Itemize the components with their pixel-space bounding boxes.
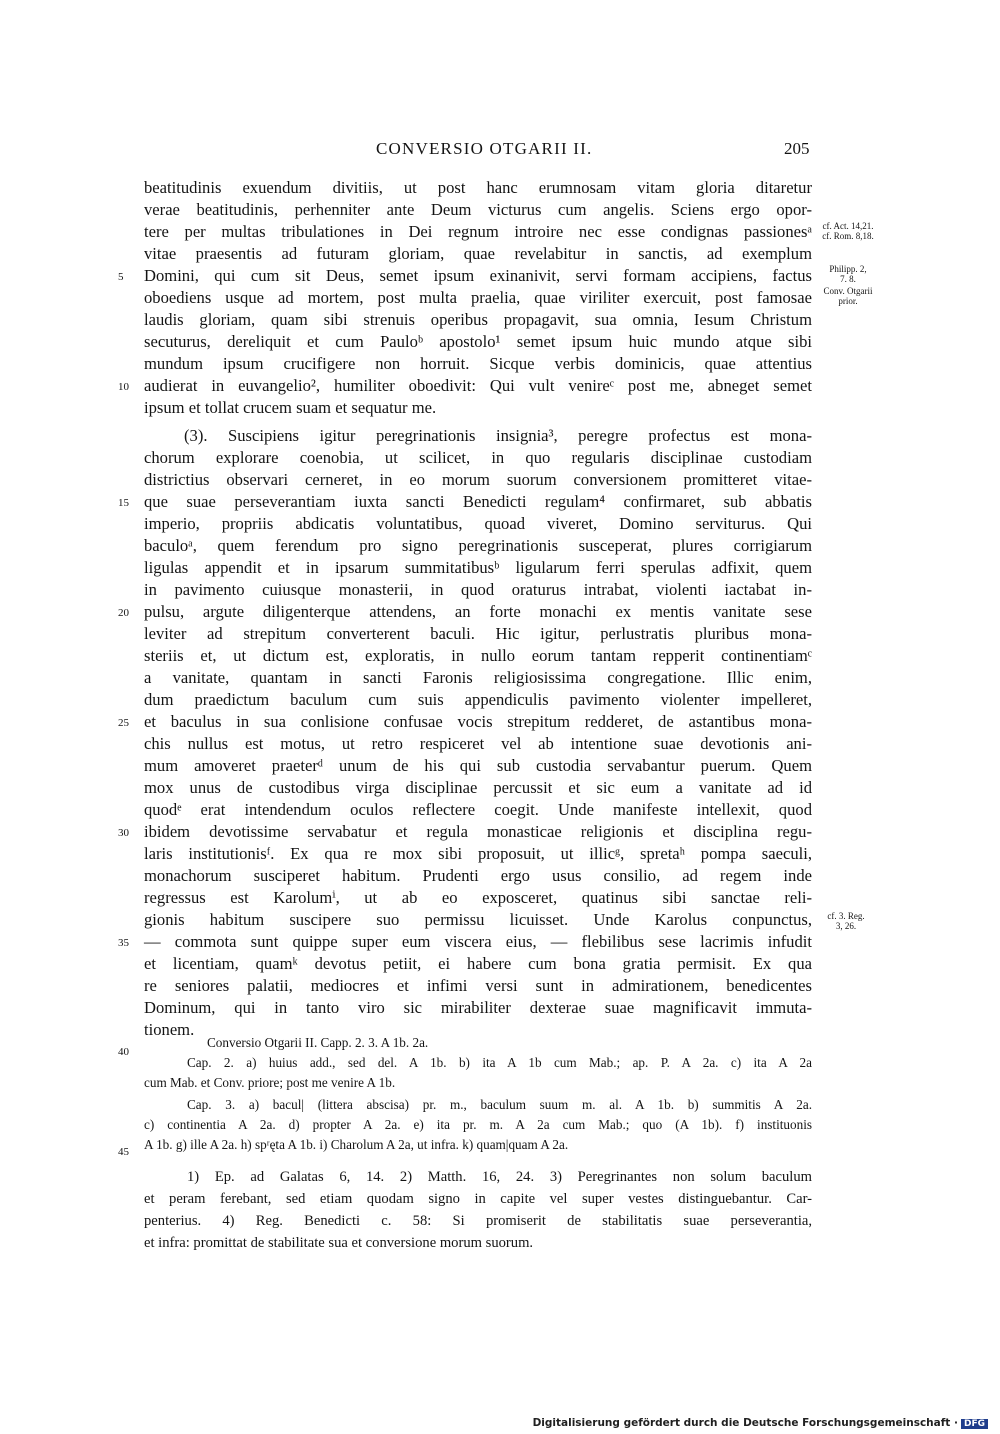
running-header [0, 139, 1000, 169]
line-number: 30 [118, 827, 129, 839]
text-line: in pavimento cuiusque monasterii, in quod oraturus intrabat, violenti iactabat in- [144, 580, 812, 599]
text-line: pulsu, argute diligenterque attendens, an forte monachi ex mentis vanitate sese [144, 602, 812, 621]
text-line: et licentiam, quamᵏ devotus petiit, ei habere cum bona gratia permisit. Ex qua [144, 954, 812, 973]
text-line: vitae praesentis ad futuram gloriam, quae revelabitur in sanctis, ad exemplum [144, 244, 812, 263]
apparatus-line: A 1b. g) ille A 2a. h) spʳęta A 1b. i) Charolum A 2a, ut infra. k) quam|quam A 2a. [144, 1137, 569, 1152]
footnote-line: 1) Ep. ad Galatas 6, 14. 2) Matth. 16, 24. 3) Peregrinantes non solum baculum [187, 1169, 812, 1185]
text-line: laris institutionisᶠ. Ex qua re mox sibi proposuit, ut illicᵍ, spretaʰ pompa saeculi, [144, 844, 812, 863]
text-line: a vanitate, quantam in sancti Faronis religiosissima congregatione. Illic enim, [144, 668, 812, 687]
line-number: 25 [118, 717, 129, 729]
line-number: 20 [118, 607, 129, 619]
text-line: Dominum, qui in tanto viro sic mirabiliter dexterae suae magnificavit immuta- [144, 998, 812, 1017]
apparatus-line: cum Mab. et Conv. priore; post me venire A 1b. [144, 1075, 396, 1090]
text-line: mum amoveret praeterᵈ unum de his qui sub custodia servabantur puerum. Quem [144, 756, 812, 775]
apparatus-line: Cap. 3. a) bacul| (littera abscisa) pr. m., baculum suum m. al. A 1b. b) summitis A 2a. [187, 1097, 812, 1112]
marginal-note: Conv. Otgarii prior. [823, 286, 873, 306]
text-line: imperio, propriis abdicatis voluntatibus, quoad viveret, Domino serviturus. Qui [144, 514, 812, 533]
marginal-note: cf. 3. Reg. 3, 26. [827, 911, 865, 931]
text-line: leviter ad strepitum converterent baculi. Hic igitur, perlustratis pluribus mona- [144, 624, 812, 643]
marginal-note: cf. Act. 14,21. cf. Rom. 8,18. [822, 221, 874, 241]
text-line: — commota sunt quippe super eum viscera eius, — flebilibus sese lacrimis infudit [144, 932, 812, 951]
text-line: Domini, qui cum sit Deus, semet ipsum exinanivit, servi formam accipiens, factus [144, 266, 812, 285]
text-line: chis nullus est motus, ut retro respiceret vel ab intentione suae devotionis ani- [144, 734, 812, 753]
text-line: chorum explorare coenobia, ut scilicet, in quo regularis disciplinae custodiam [144, 448, 812, 467]
text-line: ligulas appendit et in ipsarum summitatibusᵇ ligularum ferri sperulas adfixit, quem [144, 558, 812, 577]
text-line: quodᵉ erat intendendum oculos reflectere coegit. Unde manifeste intellexit, quod [144, 800, 812, 819]
footnote-line: et infra: promittat de stabilitate sua et conversione morum suorum. [144, 1235, 534, 1251]
apparatus-line: Conversio Otgarii II. Capp. 2. 3. A 1b. 2a. [207, 1035, 429, 1050]
text-line: tionem. [144, 1020, 195, 1039]
text-line: steriis et, ut dictum est, exploratis, in nullo eorum tantam repperit continentiamᶜ [144, 646, 812, 665]
running-title: CONVERSIO OTGARII II. [376, 139, 593, 158]
text-line: secuturus, dereliquit et cum Pauloᵇ apostolo¹ semet ipsum huic mundo atque sibi [144, 332, 812, 351]
text-line: audierat in euvangelio², humiliter oboedivit: Qui vult venireᶜ post me, abneget semet [144, 376, 812, 395]
text-line: (3). Suscipiens igitur peregrinationis insignia³, peregre profectus est mona- [184, 426, 812, 445]
text-line: ipsum et tollat crucem suam et sequatur me. [144, 398, 437, 417]
text-line: que suae perseverantiam iuxta sancti Benedicti regulam⁴ confirmaret, sub abbatis [144, 492, 812, 511]
text-line: oboediens usque ad mortem, post multa praelia, quae viriliter exercuit, post famosae [144, 288, 812, 307]
apparatus-line: Cap. 2. a) huius add., sed del. A 1b. b) ita A 1b cum Mab.; ap. P. A 2a. c) ita A 2a [187, 1055, 812, 1070]
text-line: monachorum susciperet habitum. Prudenti ergo usus consilio, ad regem inde [144, 866, 812, 885]
text-line: et baculus in sua conlisione confusae vocis strepitum redderet, de astantibus mona- [144, 712, 812, 731]
line-number: 40 [118, 1046, 129, 1058]
text-line: gionis habitum suscipere suo permissu licuisset. Unde Karolus conpunctus, [144, 910, 812, 929]
text-line: districtius observari cerneret, in eo morum suorum conversionem promitteret vitae- [144, 470, 812, 489]
text-line: ibidem devotissime servabatur et regula monasticae religionis et disciplina regu- [144, 822, 812, 841]
digitization-credit [533, 1417, 988, 1429]
footnote-line: penterius. 4) Reg. Benedicti c. 58: Si promiserit de stabilitatis suae perseverantia, [144, 1213, 812, 1229]
line-number: 5 [118, 271, 124, 283]
text-line: laudis gloriam, quam sibi strenuis operibus propagavit, sua omnia, Iesum Christum [144, 310, 812, 329]
line-number: 10 [118, 381, 129, 393]
digitization-credit-text: Digitalisierung gefördert durch die Deutsche Forschungsgemeinschaft · [532, 1417, 958, 1429]
text-line: mox unus de custodibus virga disciplinae percussit et sic eum a vanitate ad id [144, 778, 812, 797]
line-number: 45 [118, 1146, 129, 1158]
line-number: 35 [118, 937, 129, 949]
footnote-line: et peram ferebant, sed etiam quodam signo in capite vel super vestes distinguebantur. Car- [144, 1191, 812, 1207]
text-line: re seniores palatii, mediocres et infimi versi sunt in admirationem, benedicentes [144, 976, 812, 995]
text-line: regressus est Karolumⁱ, ut ab eo exposceret, quatinus sibi sanctae reli- [144, 888, 812, 907]
text-line: dum praedictum baculum cum suis appendiculis pavimento violenter impelleret, [144, 690, 812, 709]
text-line: beatitudinis exuendum divitiis, ut post hanc erumnosam vitam gloria ditaretur [144, 178, 812, 197]
text-line: mundum ipsum crucifigere non horruit. Sicque verbis dominicis, quae attentius [144, 354, 812, 373]
line-number: 15 [118, 497, 129, 509]
text-line: verae beatitudinis, perhenniter ante Deum victurus cum angelis. Sciens ergo opor- [144, 200, 812, 219]
dfg-logo: DFG [961, 1419, 988, 1429]
marginal-note: Philipp. 2, 7. 8. [829, 264, 867, 284]
text-line: baculoᵃ, quem ferendum pro signo peregrinationis susceperat, plures corrigiarum [144, 536, 812, 555]
apparatus-line: c) continentia A 2a. d) propter A 2a. e) ita pr. m. A 2a cum Mab.; quo (A 1b). f) instituonis [144, 1117, 812, 1132]
page-number: 205 [784, 139, 810, 158]
text-line: tere per multas tribulationes in Dei regnum introire nec esse condignas passionesᵃ [144, 222, 812, 241]
